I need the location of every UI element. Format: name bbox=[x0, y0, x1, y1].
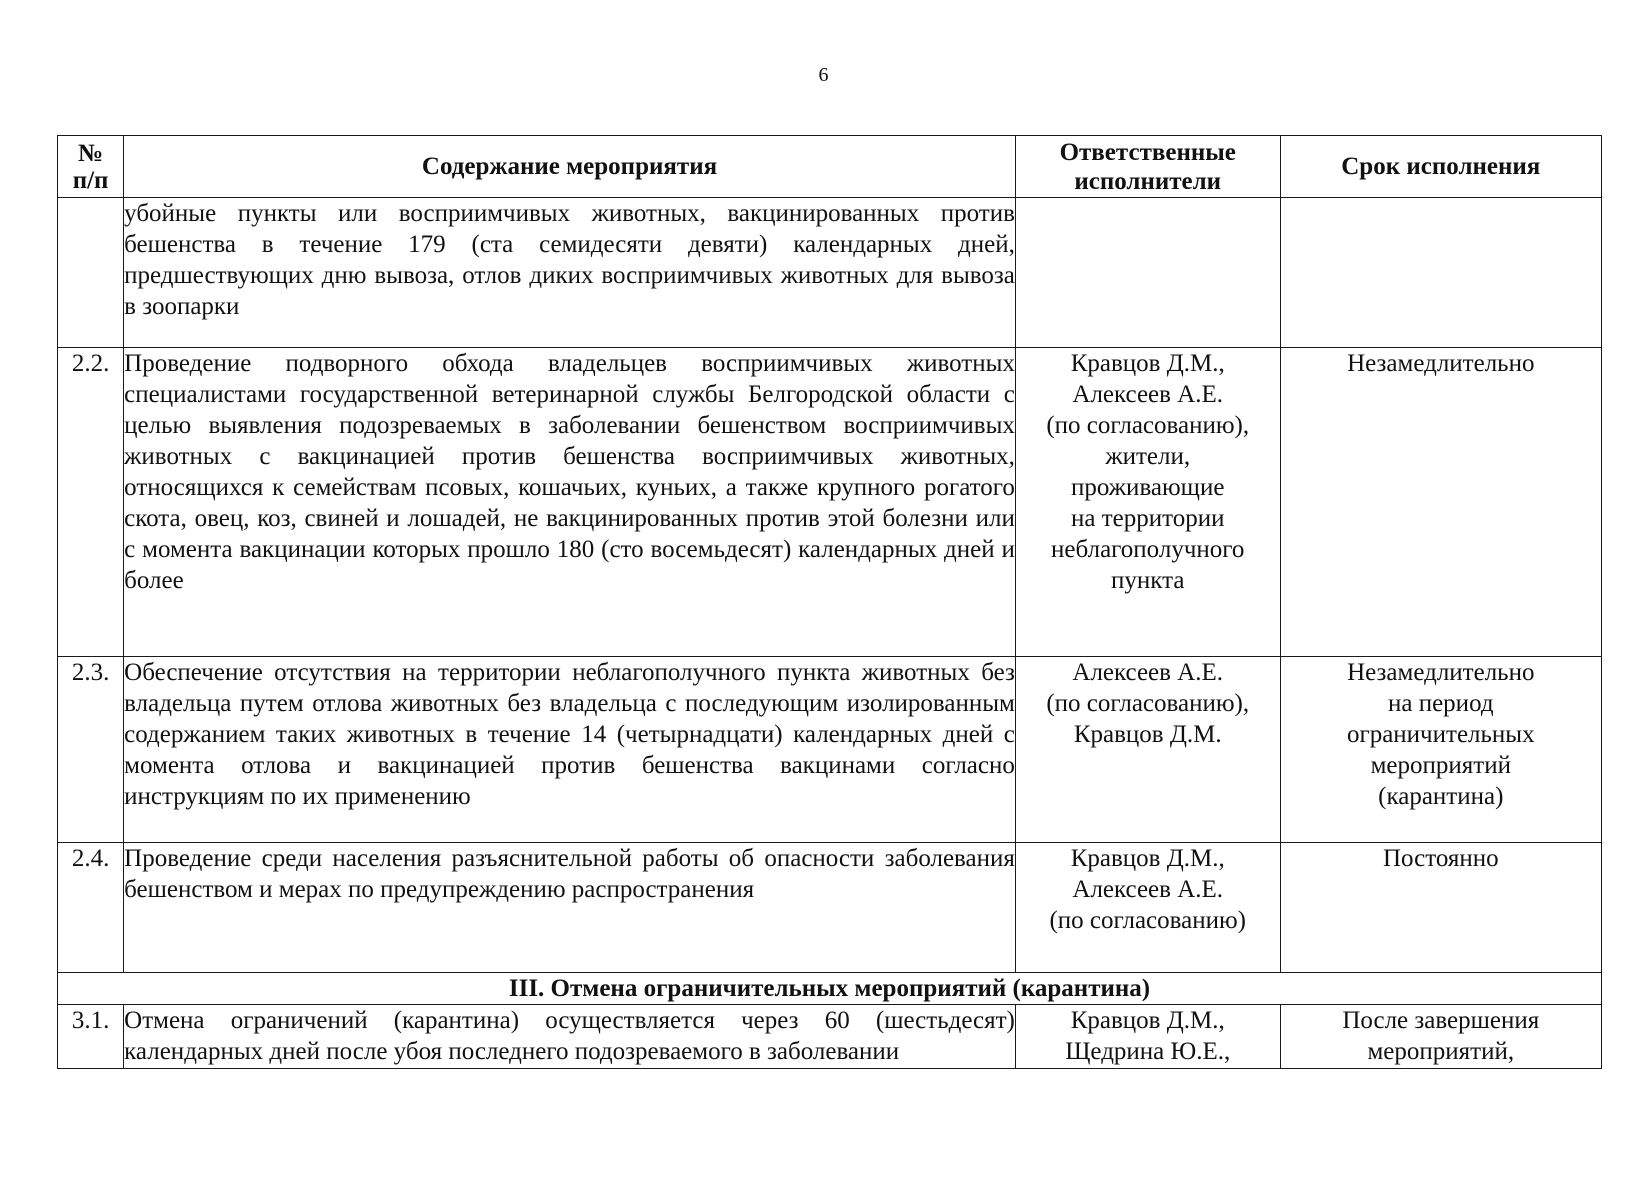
executor-line: Алексеев А.Е. bbox=[1072, 876, 1224, 903]
row-executors bbox=[1015, 843, 1280, 973]
row-num: 3.1. bbox=[58, 1005, 124, 1069]
term-line: (карантина) bbox=[1378, 783, 1504, 810]
executor-line: проживающие bbox=[1071, 474, 1225, 501]
table-row bbox=[58, 1005, 1602, 1069]
executor-line: на территории bbox=[1070, 505, 1225, 532]
executor-line: Щедрина Ю.Е., bbox=[1065, 1038, 1231, 1065]
executor-line: Кравцов Д.М., bbox=[1070, 350, 1225, 377]
term-line: ограничительных bbox=[1346, 721, 1535, 748]
page-number: 6 bbox=[818, 64, 829, 86]
row-num bbox=[58, 198, 124, 348]
header-num: № п/п bbox=[58, 136, 124, 198]
row-term bbox=[1280, 198, 1601, 348]
executor-line: неблагополучного bbox=[1051, 536, 1245, 563]
row-term bbox=[1280, 657, 1601, 843]
row-term bbox=[1280, 1005, 1601, 1069]
table-header-row bbox=[58, 136, 1602, 198]
row-executors bbox=[1015, 657, 1280, 843]
term-line: на период bbox=[1387, 690, 1494, 717]
table-row bbox=[58, 657, 1602, 843]
row-num: 2.4. bbox=[58, 843, 124, 973]
row-executors bbox=[1015, 198, 1280, 348]
header-executors: Ответственные исполнители bbox=[1015, 136, 1280, 198]
term-line: мероприятий bbox=[1370, 752, 1511, 779]
executor-line: Кравцов Д.М., bbox=[1070, 1007, 1225, 1034]
row-executors bbox=[1015, 1005, 1280, 1069]
row-content: Проведение среди населения разъяснительной работы об опасности заболевания бешенством и мерах по предупреждению распространения bbox=[124, 843, 1016, 973]
executor-line: Алексеев А.Е. bbox=[1072, 659, 1224, 686]
table-row bbox=[58, 843, 1602, 973]
row-executors bbox=[1015, 348, 1280, 657]
header-term: Срок исполнения bbox=[1280, 136, 1601, 198]
section-title: III. Отмена ограничительных мероприятий (карантина) bbox=[58, 973, 1602, 1005]
executor-line: жители, bbox=[1105, 443, 1191, 470]
term-line: После завершения bbox=[1342, 1007, 1540, 1034]
measures-table bbox=[57, 135, 1602, 1069]
row-content: Обеспечение отсутствия на территории неблагополучного пункта животных без владельца путем отлова животных без владельца с последующим изолированным содержанием таких животных в течение 14 (четырнадцати) календарных дней с момента отлова и вакцинацией против бешенства вакцинами согласно инструкциям по их применению bbox=[124, 657, 1016, 843]
row-num: 2.2. bbox=[58, 348, 124, 657]
executor-line: (по согласованию), bbox=[1046, 690, 1250, 717]
executor-line: Алексеев А.Е. bbox=[1072, 381, 1224, 408]
executor-line: Кравцов Д.М. bbox=[1073, 721, 1222, 748]
term-line: Незамедлительно bbox=[1347, 659, 1535, 686]
term-line: мероприятий, bbox=[1367, 1038, 1515, 1065]
executor-line: пункта bbox=[1111, 567, 1185, 594]
executor-line: (по согласованию), bbox=[1046, 412, 1250, 439]
executor-line: (по согласованию) bbox=[1049, 907, 1246, 934]
table-row bbox=[58, 198, 1602, 348]
table-row bbox=[58, 348, 1602, 657]
row-content: Отмена ограничений (карантина) осуществляется через 60 (шестьдесят) календарных дней после убоя последнего подозреваемого в заболевании bbox=[124, 1005, 1016, 1069]
row-content: убойные пункты или восприимчивых животных, вакцинированных против бешенства в течение 179 (ста семидесяти девяти) календарных дней, предшествующих дню вывоза, отлов диких восприимчивых животных для вывоза в зоопарки bbox=[124, 198, 1016, 348]
term-line: Постоянно bbox=[1382, 845, 1499, 872]
term-line: Незамедлительно bbox=[1347, 350, 1535, 377]
executor-line: Кравцов Д.М., bbox=[1070, 845, 1225, 872]
row-content: Проведение подворного обхода владельцев восприимчивых животных специалистами государственной ветеринарной службы Белгородской области с целью выявления подозреваемых в заболевании бешенством восприимчивых животных с вакцинацией против бешенства восприимчивых животных, относящихся к семействам псовых, кошачьих, куньих, а также крупного рогатого скота, овец, коз, свиней и лошадей, не вакцинированных против этой болезни или с момента вакцинации которых прошло 180 (сто восемьдесят) календарных дней и более bbox=[124, 348, 1016, 657]
row-num: 2.3. bbox=[58, 657, 124, 843]
section-header-row bbox=[58, 973, 1602, 1005]
row-term bbox=[1280, 348, 1601, 657]
row-term bbox=[1280, 843, 1601, 973]
header-content: Содержание мероприятия bbox=[124, 136, 1016, 198]
